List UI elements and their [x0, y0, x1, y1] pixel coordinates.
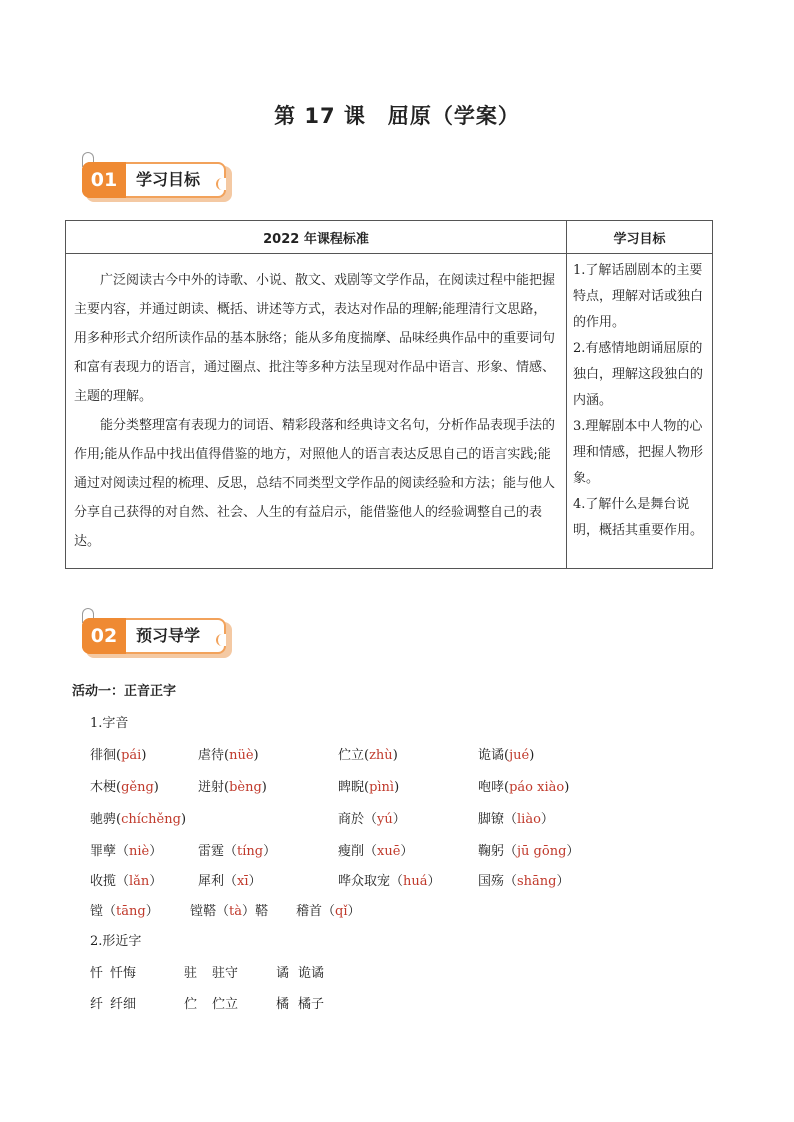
- word-text: ): [180, 812, 187, 827]
- word-text: ): [564, 780, 570, 795]
- word-text: 商於（: [338, 812, 378, 827]
- pronunciation-item: [338, 808, 406, 827]
- pronunciation-item: [478, 776, 569, 795]
- word-text: 雷霆（: [198, 844, 238, 859]
- similar-word: 橘子: [298, 997, 325, 1012]
- section-label: 预习导学: [136, 626, 201, 645]
- pronunciation-item: [338, 744, 398, 763]
- pinyin: huá: [403, 874, 428, 889]
- pinyin: jué: [509, 748, 530, 763]
- pinyin: liào: [517, 812, 541, 827]
- pronunciation-item: [90, 900, 159, 919]
- word-text: ）: [400, 844, 414, 859]
- pronunciation-item: [198, 744, 259, 763]
- pronunciation-item: [338, 840, 413, 859]
- word-text: 徘徊(: [90, 748, 122, 763]
- header-goals: 学习目标: [567, 221, 713, 254]
- pinyin: lǎn: [129, 874, 150, 889]
- pinyin: zhù: [369, 748, 393, 763]
- pinyin: nüè: [229, 748, 254, 763]
- word-text: ）: [149, 874, 163, 889]
- goal-item: 1.了解话剧剧本的主要特点，理解对话或独白的作用。: [573, 263, 704, 330]
- similar-char: 谲: [276, 966, 290, 981]
- goals-cell: [567, 254, 713, 569]
- word-text: 罪孽（: [90, 844, 130, 859]
- subheading-pronunciation: 1.字音: [90, 716, 129, 731]
- pinyin: jū gōng: [517, 844, 567, 859]
- activity-title: 活动一：正音正字: [72, 684, 177, 699]
- word-text: 诡谲(: [478, 748, 510, 763]
- similar-word: 忏悔: [110, 966, 137, 981]
- pronunciation-item: [478, 870, 570, 889]
- pronunciation-item: [90, 808, 186, 827]
- pinyin: gěng: [121, 780, 154, 795]
- pinyin: xī: [237, 874, 249, 889]
- word-text: 伫立(: [338, 748, 370, 763]
- section-number: 01: [82, 162, 126, 198]
- similar-word: 驻守: [212, 966, 239, 981]
- word-text: 迸射(: [198, 780, 230, 795]
- section-badge-objectives: [80, 160, 232, 202]
- word-text: ）: [540, 812, 554, 827]
- word-text: ): [394, 780, 400, 795]
- section-number: 02: [82, 618, 126, 654]
- pinyin: tāng: [116, 904, 146, 919]
- word-text: 收揽（: [90, 874, 130, 889]
- pronunciation-item: [338, 870, 441, 889]
- pronunciation-item: [296, 900, 361, 919]
- word-text: ）: [427, 874, 441, 889]
- pronunciation-item: [198, 840, 276, 859]
- pronunciation-item: [338, 776, 399, 795]
- word-text: 镗（: [90, 904, 117, 919]
- word-text: ): [392, 748, 398, 763]
- word-text: ）: [556, 874, 570, 889]
- word-text: 睥睨(: [338, 780, 370, 795]
- goal-item: 2.有感情地朗诵屈原的独白，理解这段独白的内涵。: [573, 341, 704, 408]
- pinyin: tíng: [237, 844, 264, 859]
- pronunciation-item: [90, 870, 162, 889]
- word-text: 犀利（: [198, 874, 238, 889]
- word-text: 瘦削（: [338, 844, 378, 859]
- pinyin: yú: [377, 812, 393, 827]
- page-title: 第 17 课 屈原（学案）: [274, 104, 520, 128]
- goal-item: 3.理解剧本中人物的心理和情感，把握人物形象。: [573, 419, 704, 486]
- word-text: ）: [347, 904, 361, 919]
- pinyin: bèng: [229, 780, 262, 795]
- similar-char: 橘: [276, 997, 290, 1012]
- word-text: ): [529, 748, 535, 763]
- pronunciation-item: [478, 808, 554, 827]
- word-text: ): [141, 748, 147, 763]
- similar-word: 纤细: [110, 997, 137, 1012]
- standard-cell: [66, 254, 567, 569]
- word-text: 镗鞳（: [190, 904, 230, 919]
- word-text: ）: [566, 844, 580, 859]
- word-text: ）: [145, 904, 159, 919]
- pronunciation-item: [478, 744, 534, 763]
- section-label: 学习目标: [136, 170, 201, 189]
- pinyin: chíchěng: [121, 812, 181, 827]
- header-standard: 2022 年课程标准: [66, 221, 567, 254]
- word-text: 脚镣（: [478, 812, 518, 827]
- standard-paragraph: 广泛阅读古今中外的诗歌、小说、散文、戏剧等文学作品，在阅读过程中能把握主要内容，并通过朗读、概括、讲述等方式，表达对作品的理解;能理清行文思路，用多种形式介绍所读作品的基本脉络；能从多角度揣摩、品味经典作品中的重要词句和富有表现力的语言，通过圈点、批注等多种方法呈现对作品中语言、形象、情感、主题的理解。: [74, 273, 556, 404]
- similar-word: 诡谲: [298, 966, 325, 981]
- pronunciation-item: [90, 840, 162, 859]
- pronunciation-item: [198, 776, 267, 795]
- pronunciation-item: [478, 840, 579, 859]
- pinyin: shāng: [517, 874, 557, 889]
- word-text: ）: [248, 874, 262, 889]
- section-badge-preview: [80, 616, 232, 658]
- pinyin: páo xiào: [509, 780, 565, 795]
- objectives-table: [65, 220, 713, 569]
- word-text: ): [153, 780, 159, 795]
- pinyin: pìnì: [369, 780, 395, 795]
- pinyin: qǐ: [335, 904, 348, 919]
- word-text: 哗众取宠（: [338, 874, 404, 889]
- word-text: ）: [392, 812, 406, 827]
- pronunciation-item: [190, 900, 268, 919]
- similar-word: 伫立: [212, 997, 239, 1012]
- similar-char: 纤: [90, 997, 104, 1012]
- similar-char: 伫: [184, 997, 198, 1012]
- pinyin: pái: [121, 748, 142, 763]
- word-text: 咆哮(: [478, 780, 510, 795]
- word-text: ）: [149, 844, 163, 859]
- subheading-similar: 2.形近字: [90, 934, 142, 949]
- word-text: ）: [263, 844, 277, 859]
- word-text: 鞠躬（: [478, 844, 518, 859]
- pinyin: xuē: [377, 844, 401, 859]
- word-text: 木梗(: [90, 780, 122, 795]
- pronunciation-item: [90, 776, 159, 795]
- word-text: ）鞳: [242, 904, 269, 919]
- word-text: ): [261, 780, 267, 795]
- pinyin: niè: [129, 844, 150, 859]
- word-text: 驰骋(: [90, 812, 122, 827]
- word-text: 稽首（: [296, 904, 336, 919]
- pinyin: tà: [229, 904, 242, 919]
- word-text: 国殇（: [478, 874, 518, 889]
- standard-paragraph: 能分类整理富有表现力的词语、精彩段落和经典诗文名句，分析作品表现手法的作用;能从作品中找出值得借鉴的地方，对照他人的语言表达反思自己的语言实践;能通过对阅读过程的梳理、反思，总结不同类型文学作品的阅读经验和方法；能与他人分享自己获得的对自然、社会、人生的有益启示，能借鉴他人的经验调整自己的表达。: [74, 418, 556, 549]
- word-text: 虐待(: [198, 748, 230, 763]
- pronunciation-item: [90, 744, 146, 763]
- pronunciation-item: [198, 870, 262, 889]
- goal-item: 4.了解什么是舞台说明，概括其重要作用。: [573, 497, 704, 538]
- similar-char: 驻: [184, 966, 198, 981]
- similar-char: 忏: [90, 966, 104, 981]
- word-text: ): [253, 748, 259, 763]
